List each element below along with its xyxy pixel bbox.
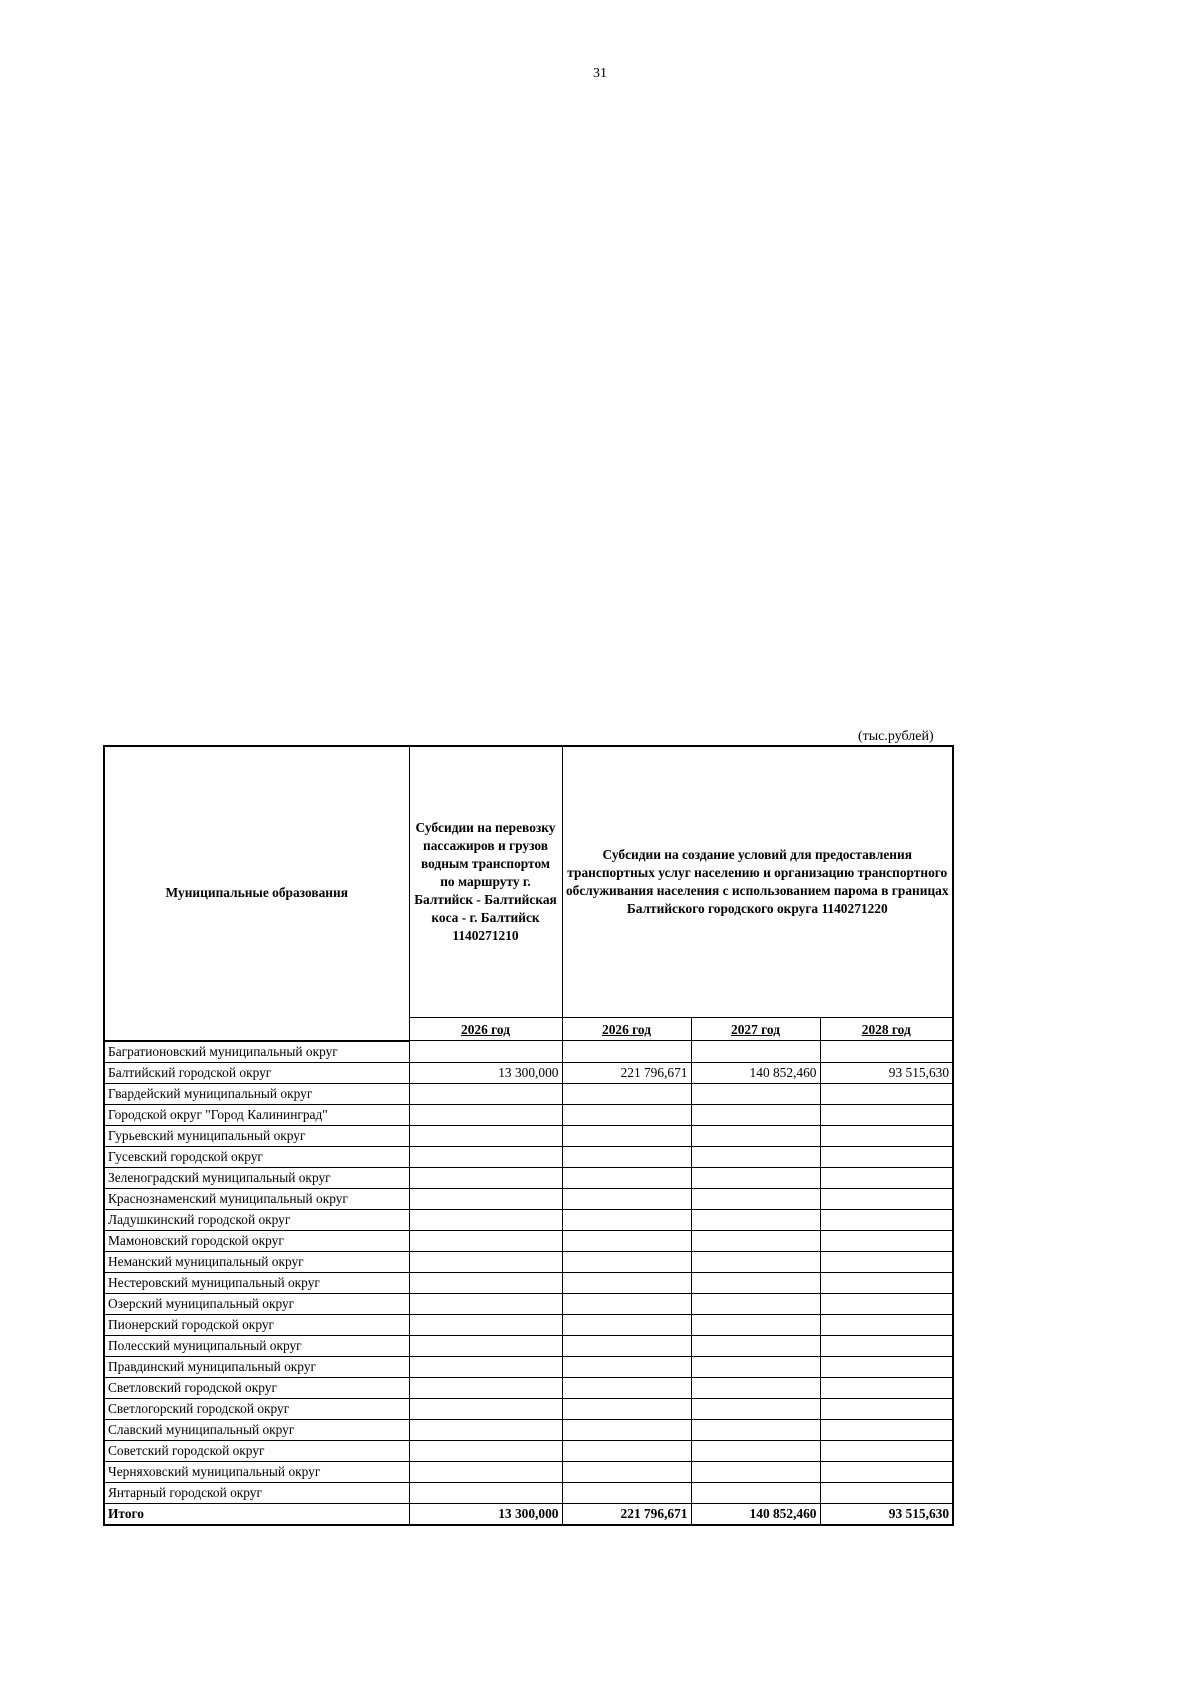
table-row [104,1461,953,1482]
table-row [104,1335,953,1356]
page-number: 31 [593,66,607,81]
ferry-service-2027-value: 140 852,460 [691,1062,820,1083]
ferry-service-2028-value [820,1104,953,1125]
municipality-name: Зеленоградский муниципальный округ [104,1167,409,1188]
ferry-route-2026-value [409,1293,562,1314]
header-row-main [104,746,953,1018]
ferry-service-2028-value [820,1083,953,1104]
ferry-service-2027-value [691,1314,820,1335]
ferry-service-2026-value [562,1272,691,1293]
ferry-service-2028-value [820,1398,953,1419]
ferry-service-2026-value [562,1314,691,1335]
ferry-route-2026-value [409,1230,562,1251]
table-row [104,1041,953,1063]
ferry-service-2028-value [820,1209,953,1230]
municipality-name: Славский муниципальный округ [104,1419,409,1440]
ferry-service-2028-value [820,1419,953,1440]
ferry-service-2027-value [691,1335,820,1356]
ferry-route-2026-value [409,1104,562,1125]
header-ferry-route-subsidy: Субсидии на перевозку пассажиров и грузов водным транспортом по маршруту г. Балтийск - Балтийская коса - г. Балтийск 1140271210 [409,746,562,1018]
table-row [104,1419,953,1440]
ferry-service-2026-value [562,1461,691,1482]
ferry-route-2026-value [409,1272,562,1293]
ferry-service-2028-value [820,1293,953,1314]
ferry-service-2028-value [820,1251,953,1272]
ferry-service-2027-value [691,1398,820,1419]
municipality-name: Светловский городской округ [104,1377,409,1398]
ferry-service-2027-value [691,1167,820,1188]
ferry-route-2026-value [409,1167,562,1188]
ferry-service-2026-value [562,1125,691,1146]
municipality-name: Полесский муниципальный округ [104,1335,409,1356]
municipality-name: Черняховский муниципальный округ [104,1461,409,1482]
ferry-route-2026-value [409,1041,562,1063]
ferry-service-2026-value [562,1335,691,1356]
ferry-route-2026-value [409,1461,562,1482]
ferry-route-2026-value [409,1146,562,1167]
table-body [104,746,953,1525]
ferry-service-2026-value [562,1104,691,1125]
ferry-service-2028-value: 93 515,630 [820,1062,953,1083]
header-municipality: Муниципальные образования [104,746,409,1041]
table-row [104,1188,953,1209]
ferry-route-2026-value [409,1188,562,1209]
municipality-name: Багратионовский муниципальный округ [104,1041,409,1063]
ferry-service-2026-value [562,1398,691,1419]
ferry-service-2027-value [691,1293,820,1314]
ferry-service-2028-value [820,1188,953,1209]
ferry-service-2027-value [691,1272,820,1293]
header-year: 2026 год [409,1018,562,1041]
table-row [104,1482,953,1503]
ferry-route-2026-value [409,1125,562,1146]
ferry-service-2027-value [691,1356,820,1377]
ferry-service-2026-value [562,1377,691,1398]
ferry-service-2027-value [691,1419,820,1440]
ferry-service-2027-value [691,1461,820,1482]
ferry-service-2026-value [562,1167,691,1188]
table-row [104,1062,953,1083]
municipality-name: Нестеровский муниципальный округ [104,1272,409,1293]
ferry-service-2026-value [562,1356,691,1377]
ferry-service-2027-value [691,1377,820,1398]
ferry-route-2026-value [409,1482,562,1503]
ferry-service-2026-value: 221 796,671 [562,1062,691,1083]
table-row [104,1293,953,1314]
ferry-route-2026-value [409,1419,562,1440]
ferry-service-2028-value: 93 515,630 [820,1503,953,1525]
municipality-name: Итого [104,1503,409,1525]
ferry-service-2027-value [691,1146,820,1167]
ferry-service-2026-value [562,1041,691,1063]
municipality-name: Балтийский городской округ [104,1062,409,1083]
ferry-service-2028-value [820,1230,953,1251]
municipality-name: Гусевский городской округ [104,1146,409,1167]
table-row [104,1125,953,1146]
ferry-service-2026-value [562,1482,691,1503]
ferry-service-2026-value [562,1419,691,1440]
table-row [104,1314,953,1335]
units-label: (тыс.рублей) [858,729,934,744]
ferry-service-2027-value: 140 852,460 [691,1503,820,1525]
ferry-service-2026-value: 221 796,671 [562,1503,691,1525]
table-row [104,1440,953,1461]
ferry-service-2026-value [562,1440,691,1461]
municipality-name: Гурьевский муниципальный округ [104,1125,409,1146]
header-year: 2027 год [691,1018,820,1041]
ferry-service-2026-value [562,1293,691,1314]
ferry-service-2026-value [562,1146,691,1167]
total-row [104,1503,953,1525]
ferry-service-2027-value [691,1230,820,1251]
ferry-service-2028-value [820,1377,953,1398]
ferry-service-2027-value [691,1083,820,1104]
municipality-name: Озерский муниципальный округ [104,1293,409,1314]
table-row [104,1167,953,1188]
ferry-service-2027-value [691,1041,820,1063]
ferry-service-2028-value [820,1356,953,1377]
ferry-service-2027-value [691,1251,820,1272]
municipality-name: Городской округ "Город Калининград" [104,1104,409,1125]
ferry-route-2026-value [409,1377,562,1398]
table-row [104,1146,953,1167]
ferry-service-2028-value [820,1482,953,1503]
ferry-service-2028-value [820,1461,953,1482]
municipality-name: Неманский муниципальный округ [104,1251,409,1272]
ferry-service-2028-value [820,1167,953,1188]
ferry-service-2027-value [691,1104,820,1125]
ferry-route-2026-value [409,1398,562,1419]
subsidy-table [103,745,954,1526]
table-row [104,1209,953,1230]
ferry-service-2026-value [562,1230,691,1251]
table-row [104,1272,953,1293]
municipality-name: Светлогорский городской округ [104,1398,409,1419]
municipality-name: Янтарный городской округ [104,1482,409,1503]
ferry-service-2027-value [691,1209,820,1230]
ferry-service-2026-value [562,1083,691,1104]
municipality-name: Гвардейский муниципальный округ [104,1083,409,1104]
ferry-route-2026-value: 13 300,000 [409,1503,562,1525]
ferry-route-2026-value [409,1335,562,1356]
ferry-service-2027-value [691,1482,820,1503]
municipality-name: Ладушкинский городской округ [104,1209,409,1230]
ferry-service-2028-value [820,1146,953,1167]
table-row [104,1083,953,1104]
ferry-service-2028-value [820,1314,953,1335]
ferry-route-2026-value [409,1356,562,1377]
ferry-service-2026-value [562,1251,691,1272]
ferry-service-2028-value [820,1041,953,1063]
ferry-service-2028-value [820,1272,953,1293]
ferry-service-2028-value [820,1125,953,1146]
table-row [104,1230,953,1251]
ferry-service-2028-value [820,1335,953,1356]
table-row [104,1356,953,1377]
ferry-route-2026-value [409,1314,562,1335]
ferry-service-2027-value [691,1188,820,1209]
table-row [104,1377,953,1398]
header-year: 2026 год [562,1018,691,1041]
ferry-service-2028-value [820,1440,953,1461]
municipality-name: Мамоновский городской округ [104,1230,409,1251]
table-row [104,1398,953,1419]
ferry-service-2026-value [562,1188,691,1209]
municipality-name: Советский городской округ [104,1440,409,1461]
ferry-route-2026-value: 13 300,000 [409,1062,562,1083]
ferry-route-2026-value [409,1209,562,1230]
header-ferry-service-subsidy: Субсидии на создание условий для предоставления транспортных услуг населению и организацию транспортного обслуживания населения с использованием парома в границах Балтийского городского округа 1140271220 [562,746,953,1018]
ferry-route-2026-value [409,1440,562,1461]
ferry-route-2026-value [409,1083,562,1104]
header-year: 2028 год [820,1018,953,1041]
municipality-name: Краснознаменский муниципальный округ [104,1188,409,1209]
ferry-route-2026-value [409,1251,562,1272]
ferry-service-2027-value [691,1125,820,1146]
ferry-service-2026-value [562,1209,691,1230]
municipality-name: Правдинский муниципальный округ [104,1356,409,1377]
ferry-service-2027-value [691,1440,820,1461]
municipality-name: Пионерский городской округ [104,1314,409,1335]
table-row [104,1104,953,1125]
table-row [104,1251,953,1272]
